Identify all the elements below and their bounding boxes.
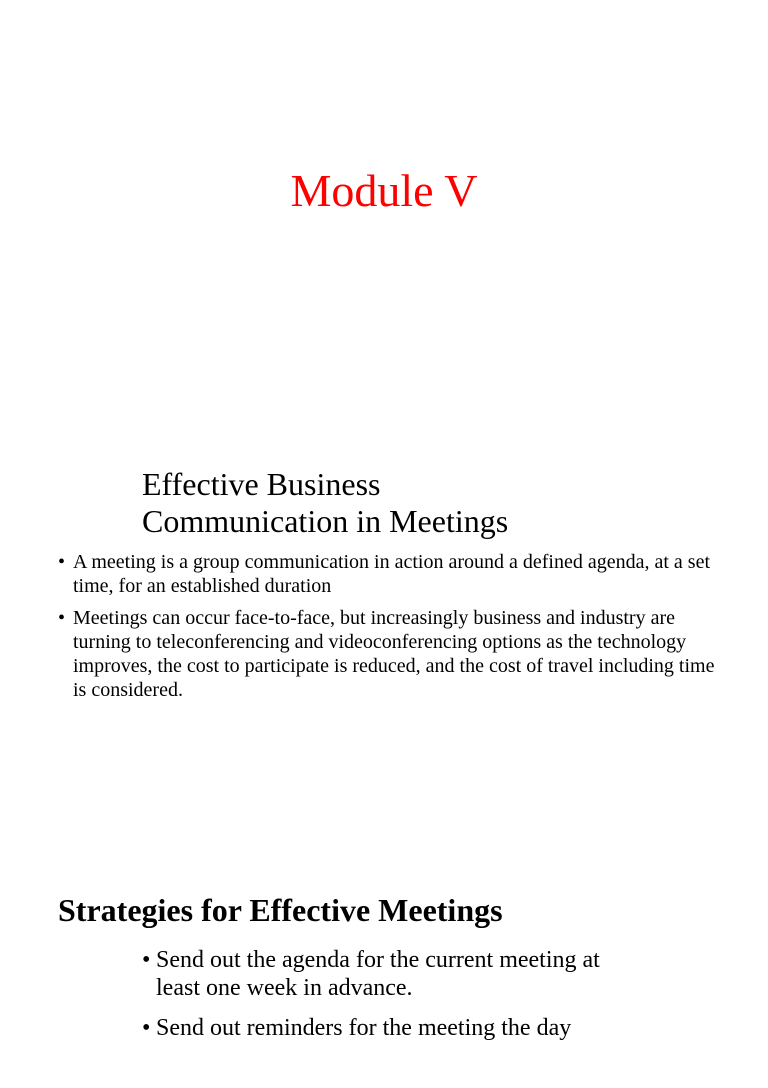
bullet-icon: • (142, 947, 151, 973)
slide-title (142, 466, 702, 540)
bullet-icon: • (142, 1015, 151, 1041)
bullet-text: Meetings can occur face-to-face, but increasingly business and industry are turning to teleconferencing and videoconferencing options as the technology improves, the cost to participate is reduced, and the cost of travel including time is considered. (73, 607, 715, 701)
module-title: Module V (290, 165, 478, 216)
slide-title-line: Communication in Meetings (142, 503, 509, 539)
bullet-item (58, 606, 718, 702)
bullet-text: Send out the agenda for the current meeting at least one week in advance. (156, 947, 600, 1001)
slide-title: Strategies for Effective Meetings (58, 892, 503, 928)
bullet-item (142, 1014, 622, 1042)
slide-effective-communication (0, 466, 768, 846)
bullet-item (58, 550, 718, 598)
bullet-icon: • (58, 607, 66, 629)
bullet-list (58, 550, 718, 710)
bullet-text: A meeting is a group communication in action around a defined agenda, at a set time, for an established duration (73, 551, 711, 597)
bullet-icon: • (58, 551, 66, 573)
bullet-list (142, 946, 622, 1054)
slide-title-line: Effective Business (142, 466, 381, 502)
slide-module-title (0, 0, 768, 420)
bullet-item (142, 946, 622, 1002)
slide-strategies (0, 888, 768, 1088)
bullet-text: Send out reminders for the meeting the day (156, 1015, 572, 1041)
